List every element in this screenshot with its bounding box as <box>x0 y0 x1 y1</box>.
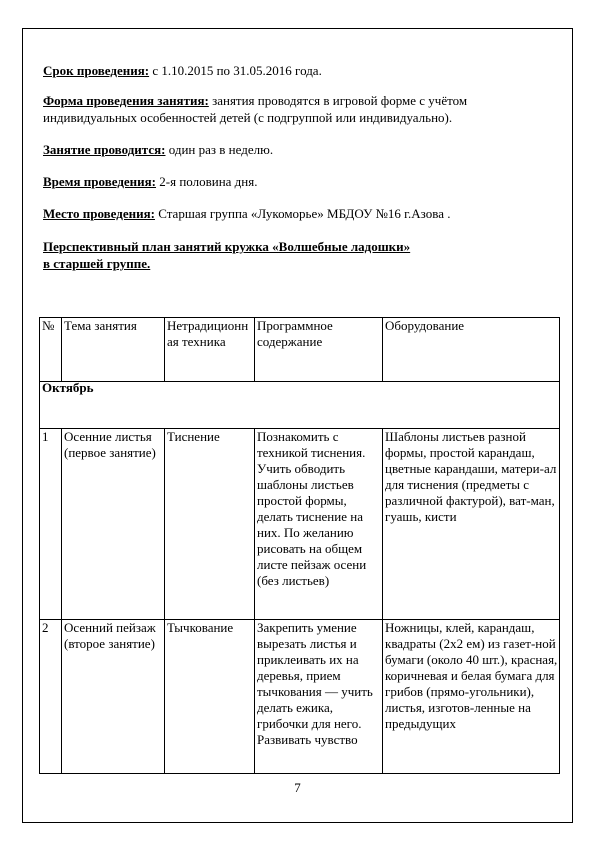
time-value: 2-я половина дня. <box>156 174 258 189</box>
table-header-row <box>40 318 560 382</box>
period-value: с 1.10.2015 по 31.05.2016 года. <box>149 63 322 78</box>
frequency-value: один раз в неделю. <box>165 142 274 157</box>
place-line <box>43 205 553 222</box>
row-content: Закрепить умение вырезать листья и приклеивать их на деревья, прием тычкования — учить делать ежика, грибочки для него. Развивать чувство <box>255 620 383 774</box>
row-content: Познакомить с техникой тиснения. Учить обводить шаблоны листьев простой формы, делать тиснение на них. По желанию рисовать на общем листе пейзаж осени (без листьев) <box>255 429 383 620</box>
form-label: Форма проведения занятия: <box>43 93 209 108</box>
frequency-line <box>43 141 553 158</box>
place-label: Место проведения: <box>43 206 155 221</box>
period-line <box>43 62 553 79</box>
plan-title <box>43 238 410 272</box>
row-technique: Тычкование <box>165 620 255 774</box>
frequency-label: Занятие проводится: <box>43 142 166 157</box>
time-label: Время проведения: <box>43 174 157 189</box>
row-number: 2 <box>40 620 62 774</box>
header-technique: Нетрадиционная техника <box>165 318 255 382</box>
table-row <box>40 620 560 774</box>
row-technique: Тиснение <box>165 429 255 620</box>
table-row <box>40 429 560 620</box>
plan-title-line-1: Перспективный план занятий кружка «Волшебные ладошки» <box>43 239 411 254</box>
period-label: Срок проведения: <box>43 63 150 78</box>
form-value: занятия проводятся в игровой форме с учётом индивидуальных особенностей детей (с подгруппой или индивидуально). <box>43 93 468 125</box>
header-number: № <box>40 318 62 382</box>
plan-title-line-2: в старшей группе. <box>43 256 151 271</box>
month-cell <box>40 382 560 429</box>
header-equipment: Оборудование <box>383 318 560 382</box>
row-number: 1 <box>40 429 62 620</box>
row-topic: Осенние листья (первое занятие) <box>62 429 165 620</box>
row-topic: Осенний пейзаж (второе занятие) <box>62 620 165 774</box>
month-label: Октябрь <box>42 380 94 395</box>
header-content: Программное содержание <box>255 318 383 382</box>
plan-table <box>39 317 560 774</box>
month-row <box>40 382 560 429</box>
row-equipment: Шаблоны листьев разной формы, простой карандаш, цветные карандаши, матери-ал для тиснения (предметы с различной фактурой), ват-ман, гуашь, кисти <box>383 429 560 620</box>
time-line <box>43 173 553 190</box>
header-topic: Тема занятия <box>62 318 165 382</box>
page-number: 7 <box>294 780 301 795</box>
form-line <box>43 92 553 126</box>
row-equipment: Ножницы, клей, карандаш, квадраты (2x2 ем) из газет-ной бумаги (около 40 шт.), красная, коричневая и белая бумага для грибов (прямо-угольники), листья, изготов-ленные на предыдущих <box>383 620 560 774</box>
place-value: Старшая группа «Лукоморье» МБДОУ №16 г.Азова . <box>154 206 451 221</box>
